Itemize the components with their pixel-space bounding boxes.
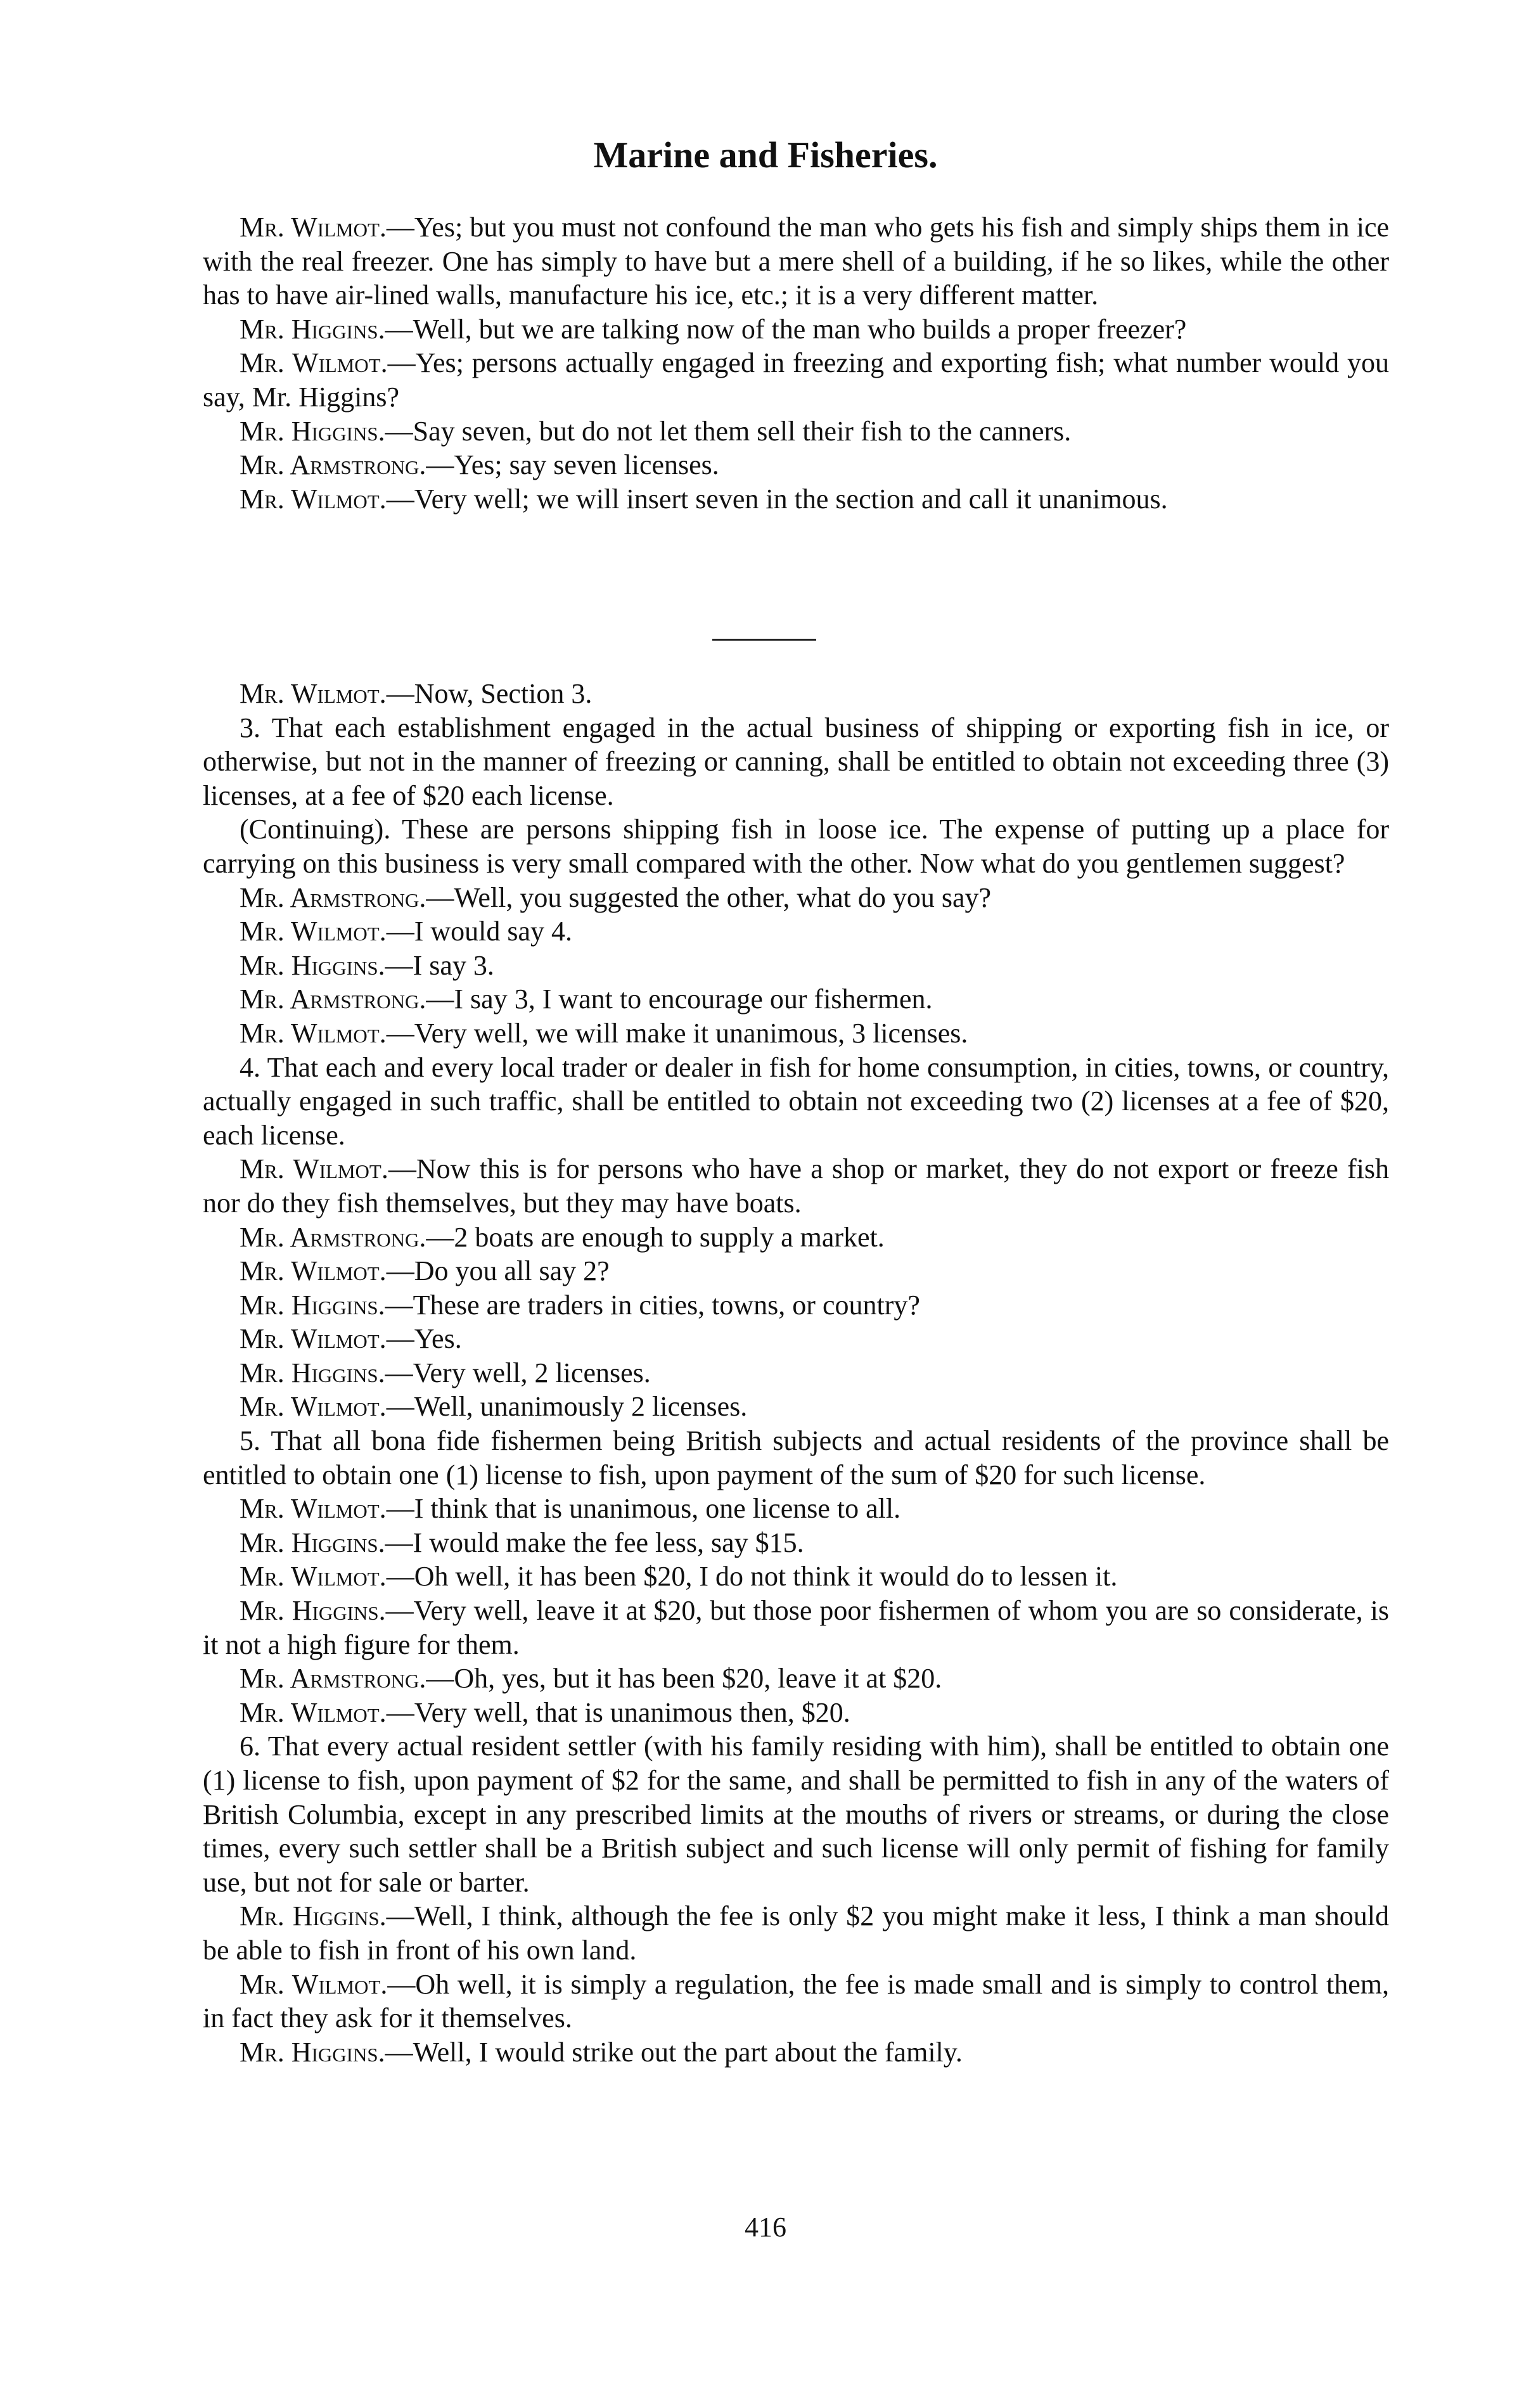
speaker-name: Mr. Wilmot. bbox=[240, 1323, 387, 1355]
paragraph bbox=[203, 1492, 1389, 1526]
paragraph-text: —Well, unanimously 2 licenses. bbox=[386, 1391, 748, 1423]
paragraph bbox=[203, 1662, 1389, 1696]
paragraph-text: —Oh well, it is simply a regulation, the fee is made small and is simply to control them, in fact they ask for it themselves. bbox=[203, 1968, 1389, 2034]
paragraph-text: —Well, you suggested the other, what do you say? bbox=[426, 881, 992, 913]
speaker-name: Mr. Wilmot. bbox=[240, 1017, 387, 1049]
paragraph-text: —Yes; persons actually engaged in freezing and exporting fish; what number would you say, Mr. Higgins? bbox=[203, 347, 1390, 413]
paragraph-text: —Oh, yes, but it has been $20, leave it at $20. bbox=[426, 1663, 942, 1694]
speaker-name: Mr. Wilmot. bbox=[240, 1696, 387, 1728]
paragraph-text: —Well, I would strike out the part about the family. bbox=[385, 2036, 963, 2068]
paragraph bbox=[203, 1424, 1389, 1492]
paragraph-text: —Yes; say seven licenses. bbox=[426, 449, 719, 481]
paragraph bbox=[203, 312, 1389, 347]
paragraph bbox=[203, 677, 1389, 711]
speaker-name: Mr. Armstrong. bbox=[240, 449, 426, 481]
paragraph-text: —Oh well, it has been $20, I do not think it would do to lessen it. bbox=[386, 1561, 1118, 1592]
paragraph bbox=[203, 482, 1389, 516]
paragraph-text: —I would say 4. bbox=[386, 916, 572, 947]
speaker-name: Mr. Armstrong. bbox=[240, 1663, 426, 1694]
paragraph-text: —Now this is for persons who have a shop or market, they do not export or freeze fish nor do they fish themselves, but they may have boats. bbox=[203, 1153, 1389, 1219]
paragraph-text: —Very well, we will make it unanimous, 3 licenses. bbox=[386, 1017, 968, 1049]
section-divider bbox=[712, 639, 816, 641]
paragraph-text: —I say 3, I want to encourage our fishermen. bbox=[426, 983, 933, 1015]
paragraph bbox=[203, 1220, 1389, 1255]
paragraph-text: —Yes; but you must not confound the man who gets his fish and simply ships them in ice with the real freezer. One has simply to have but a mere shell of a building, if he so likes, while the other has to have air-lined walls, manufacture his ice, etc.; it is a very different matter. bbox=[203, 212, 1390, 311]
paragraph bbox=[203, 914, 1389, 949]
paragraph bbox=[203, 1594, 1389, 1662]
paragraph-text: —2 boats are enough to supply a market. bbox=[426, 1221, 885, 1253]
page-title: Marine and Fisheries. bbox=[593, 134, 938, 176]
section-1-text bbox=[203, 210, 1389, 516]
paragraph-text: —Very well, leave it at $20, but those poor fishermen of whom you are so considerate, is it not a high figure for them. bbox=[203, 1595, 1390, 1660]
paragraph bbox=[203, 982, 1389, 1016]
paragraph bbox=[203, 1051, 1389, 1153]
paragraph bbox=[203, 711, 1389, 813]
speaker-name: Mr. Higgins. bbox=[240, 1900, 387, 1932]
speaker-name: Mr. Higgins. bbox=[240, 949, 385, 981]
speaker-name: Mr. Armstrong. bbox=[240, 983, 426, 1015]
page-number: 416 bbox=[745, 2212, 786, 2243]
paragraph-text: —Very well, 2 licenses. bbox=[385, 1357, 651, 1388]
speaker-name: Mr. Wilmot. bbox=[240, 916, 387, 947]
speaker-name: Mr. Armstrong. bbox=[240, 881, 426, 913]
paragraph bbox=[203, 1899, 1389, 1967]
speaker-name: Mr. Wilmot. bbox=[240, 212, 387, 243]
paragraph bbox=[203, 1016, 1389, 1051]
paragraph-text: —Yes. bbox=[386, 1323, 462, 1355]
speaker-name: Mr. Wilmot. bbox=[240, 483, 387, 515]
speaker-name: Mr. Wilmot. bbox=[240, 1493, 387, 1525]
speaker-name: Mr. Higgins. bbox=[240, 1595, 386, 1627]
paragraph-text: —Now, Section 3. bbox=[386, 678, 593, 709]
section-2-text bbox=[203, 677, 1389, 2069]
paragraph-text: —I think that is unanimous, one license to all. bbox=[386, 1493, 901, 1525]
paragraph bbox=[203, 1322, 1389, 1356]
speaker-name: Mr. Higgins. bbox=[240, 415, 385, 447]
paragraph bbox=[203, 346, 1389, 414]
paragraph-text: 6. That every actual resident settler (with his family residing with him), shall be entitled to obtain one (1) license to fish, upon payment of $2 for the same, and shall be permitted to fish in any of the waters of British Columbia, except in any prescribed limits at the mouths of rivers or streams, or during the close times, every such settler shall be a British subject and such license will only permit of fishing for family use, but not for sale or barter. bbox=[203, 1731, 1389, 1898]
paragraph bbox=[203, 1356, 1389, 1390]
paragraph bbox=[203, 881, 1389, 915]
paragraph bbox=[203, 414, 1389, 449]
speaker-name: Mr. Wilmot. bbox=[240, 678, 387, 709]
speaker-name: Mr. Higgins. bbox=[240, 313, 385, 345]
paragraph-text: —Say seven, but do not let them sell their fish to the canners. bbox=[385, 415, 1072, 447]
paragraph bbox=[203, 1390, 1389, 1424]
paragraph-text: —I say 3. bbox=[385, 949, 494, 981]
paragraph-text: —Do you all say 2? bbox=[386, 1255, 610, 1287]
paragraph-text: —I would make the fee less, say $15. bbox=[385, 1527, 804, 1558]
paragraph bbox=[203, 448, 1389, 482]
paragraph bbox=[203, 1729, 1389, 1899]
paragraph-text: 5. That all bona fide fishermen being British subjects and actual residents of the province shall be entitled to obtain one (1) license to fish, upon payment of the sum of $20 for such license. bbox=[203, 1425, 1389, 1490]
paragraph bbox=[203, 1254, 1389, 1288]
paragraph-text: (Continuing). These are persons shipping fish in loose ice. The expense of putting up a place for carrying on this business is very small compared with the other. Now what do you gentlemen suggest? bbox=[203, 814, 1389, 879]
paragraph-text: —These are traders in cities, towns, or country? bbox=[385, 1289, 920, 1321]
paragraph-text: —Well, I think, although the fee is only $2 you might make it less, I think a man should be able to fish in front of his own land. bbox=[203, 1900, 1389, 1966]
speaker-name: Mr. Wilmot. bbox=[240, 1153, 388, 1185]
speaker-name: Mr. Armstrong. bbox=[240, 1221, 426, 1253]
speaker-name: Mr. Higgins. bbox=[240, 1527, 385, 1558]
paragraph-text: 4. That each and every local trader or dealer in fish for home consumption, in cities, towns, or country, actually engaged in such traffic, shall be entitled to obtain not exceeding two (2) licenses at a fee of $20, each license. bbox=[203, 1051, 1389, 1151]
paragraph bbox=[203, 1559, 1389, 1594]
paragraph bbox=[203, 1696, 1389, 1730]
paragraph bbox=[203, 949, 1389, 983]
paragraph-text: —Well, but we are talking now of the man who builds a proper freezer? bbox=[385, 313, 1187, 345]
speaker-name: Mr. Higgins. bbox=[240, 1357, 385, 1388]
paragraph-text: —Very well, that is unanimous then, $20. bbox=[386, 1696, 850, 1728]
paragraph bbox=[203, 1288, 1389, 1322]
speaker-name: Mr. Wilmot. bbox=[240, 1391, 387, 1423]
paragraph-text: 3. That each establishment engaged in the actual business of shipping or exporting fish in ice, or otherwise, but not in the manner of freezing or canning, shall be entitled to obtain not exceeding three (3) licenses, at a fee of $20 each license. bbox=[203, 712, 1389, 811]
paragraph bbox=[203, 2035, 1389, 2070]
speaker-name: Mr. Higgins. bbox=[240, 1289, 385, 1321]
speaker-name: Mr. Wilmot. bbox=[240, 1255, 387, 1287]
paragraph bbox=[203, 1152, 1389, 1220]
speaker-name: Mr. Wilmot. bbox=[240, 347, 388, 379]
speaker-name: Mr. Wilmot. bbox=[240, 1561, 387, 1592]
paragraph bbox=[203, 1526, 1389, 1560]
paragraph bbox=[203, 812, 1389, 880]
paragraph bbox=[203, 1968, 1389, 2035]
speaker-name: Mr. Higgins. bbox=[240, 2036, 385, 2068]
speaker-name: Mr. Wilmot. bbox=[240, 1968, 388, 2000]
paragraph-text: —Very well; we will insert seven in the section and call it unanimous. bbox=[386, 483, 1168, 515]
paragraph bbox=[203, 210, 1389, 312]
